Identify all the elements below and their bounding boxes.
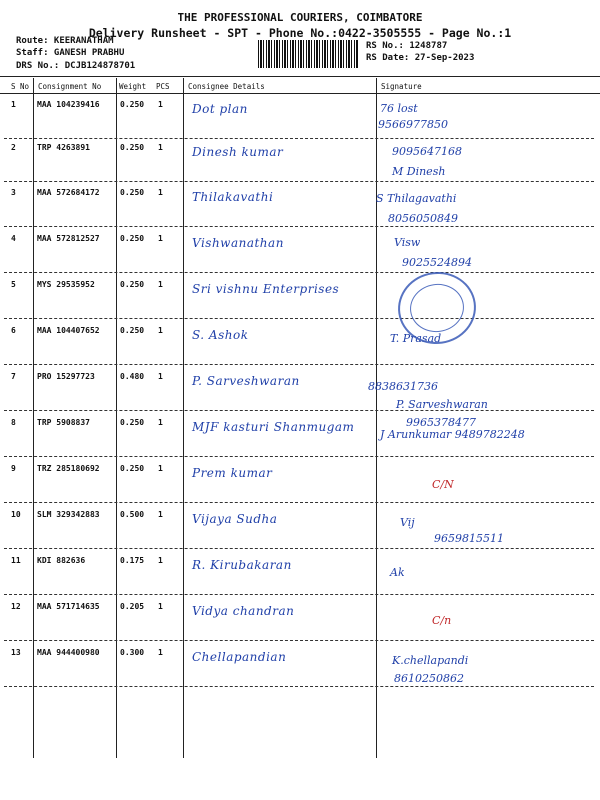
row-separator bbox=[4, 548, 594, 549]
row-sno: 5 bbox=[11, 280, 16, 289]
row-signature-text: 9659815511 bbox=[434, 532, 504, 545]
row-consignee-handwriting: R. Kirubakaran bbox=[192, 558, 292, 572]
row-separator bbox=[4, 318, 594, 319]
row-consignment-no: TRP 5908837 bbox=[37, 418, 90, 427]
row-separator bbox=[4, 410, 594, 411]
row-sno: 12 bbox=[11, 602, 21, 611]
row-consignee-handwriting: Sri vishnu Enterprises bbox=[192, 282, 340, 296]
row-sno: 4 bbox=[11, 234, 16, 243]
row-consignee-handwriting: P. Sarveshwaran bbox=[192, 374, 300, 388]
barcode bbox=[258, 40, 358, 68]
row-pcs: 1 bbox=[158, 464, 163, 473]
col-divider bbox=[183, 78, 184, 758]
row-consignee-handwriting: Dot plan bbox=[192, 102, 248, 116]
row-signature-text: 76 lost bbox=[380, 102, 418, 115]
row-separator bbox=[4, 226, 594, 227]
row-weight: 0.500 bbox=[120, 510, 145, 519]
row-sno: 8 bbox=[11, 418, 16, 427]
row-consignee-handwriting: Prem kumar bbox=[192, 466, 273, 480]
row-sno: 2 bbox=[11, 143, 16, 152]
row-signature-text: T. Prasad bbox=[390, 332, 442, 345]
runsheet-title: Delivery Runsheet - SPT - Phone No.:0422-3505555 - Page No.:1 bbox=[88, 26, 512, 40]
row-weight: 0.250 bbox=[120, 464, 145, 473]
row-weight: 0.250 bbox=[120, 100, 145, 109]
row-separator bbox=[4, 640, 594, 641]
table-top-rule bbox=[0, 76, 600, 77]
row-consignment-no: MAA 572684172 bbox=[37, 188, 100, 197]
row-weight: 0.250 bbox=[120, 234, 145, 243]
row-signature-text: 9566977850 bbox=[378, 118, 448, 131]
row-consignee-handwriting: Dinesh kumar bbox=[192, 145, 284, 159]
row-sno: 9 bbox=[11, 464, 16, 473]
row-consignment-no: MAA 944400980 bbox=[37, 648, 100, 657]
row-consignee-handwriting: Vishwanathan bbox=[192, 236, 284, 250]
row-pcs: 1 bbox=[158, 234, 163, 243]
row-consignee-handwriting: S. Ashok bbox=[192, 328, 249, 342]
row-separator bbox=[4, 138, 594, 139]
row-consignment-no: SLM 329342883 bbox=[37, 510, 100, 519]
row-signature-text: 8838631736 bbox=[368, 380, 438, 393]
row-signature-text: C/n bbox=[432, 614, 452, 627]
row-separator bbox=[4, 272, 594, 273]
row-consignment-no: MYS 29535952 bbox=[37, 280, 95, 289]
row-weight: 0.480 bbox=[120, 372, 145, 381]
row-signature-text: Visw bbox=[394, 236, 421, 249]
row-consignment-no: TRZ 285180692 bbox=[37, 464, 100, 473]
row-sno: 13 bbox=[11, 648, 21, 657]
row-weight: 0.175 bbox=[120, 556, 145, 565]
row-pcs: 1 bbox=[158, 648, 163, 657]
col-header-weight: Weight bbox=[119, 82, 147, 91]
row-separator bbox=[4, 594, 594, 595]
row-sno: 10 bbox=[11, 510, 21, 519]
col-divider bbox=[376, 78, 377, 758]
row-consignee-handwriting: Vijaya Sudha bbox=[192, 512, 278, 526]
row-signature-text: M Dinesh bbox=[392, 165, 446, 178]
row-weight: 0.300 bbox=[120, 648, 145, 657]
row-signature-text: 9965378477 bbox=[406, 416, 476, 429]
row-separator bbox=[4, 502, 594, 503]
row-sno: 3 bbox=[11, 188, 16, 197]
row-sno: 1 bbox=[11, 100, 16, 109]
row-consignee-handwriting: Vidya chandran bbox=[192, 604, 295, 618]
rs-date: RS Date: 27-Sep-2023 bbox=[366, 53, 475, 63]
col-header-pcs: PCS bbox=[156, 82, 170, 91]
row-pcs: 1 bbox=[158, 510, 163, 519]
row-consignment-no: MAA 104239416 bbox=[37, 100, 100, 109]
row-pcs: 1 bbox=[158, 100, 163, 109]
row-consignment-no: MAA 571714635 bbox=[37, 602, 100, 611]
row-consignment-no: MAA 104407652 bbox=[37, 326, 100, 335]
row-pcs: 1 bbox=[158, 143, 163, 152]
row-signature-text: K.chellapandi bbox=[392, 654, 469, 667]
row-signature-text: 9025524894 bbox=[402, 256, 472, 269]
drs-number: DRS No.: DCJB124878701 bbox=[16, 61, 136, 71]
row-separator bbox=[4, 364, 594, 365]
row-weight: 0.250 bbox=[120, 418, 145, 427]
row-signature-text: 8056050849 bbox=[388, 212, 458, 225]
row-signature-text: Vij bbox=[400, 516, 415, 529]
company-title: THE PROFESSIONAL COURIERS, COIMBATORE bbox=[177, 11, 423, 24]
rs-number: RS No.: 1248787 bbox=[366, 41, 448, 51]
row-weight: 0.250 bbox=[120, 188, 145, 197]
row-sno: 11 bbox=[11, 556, 21, 565]
row-pcs: 1 bbox=[158, 418, 163, 427]
staff-label: Staff: GANESH PRABHU bbox=[16, 48, 125, 58]
row-pcs: 1 bbox=[158, 556, 163, 565]
row-consignee-handwriting: Thilakavathi bbox=[192, 190, 274, 204]
col-header-signature: Signature bbox=[381, 82, 422, 91]
row-signature-text: Ak bbox=[390, 566, 405, 579]
col-header-consignee: Consignee Details bbox=[188, 82, 265, 91]
row-weight: 0.250 bbox=[120, 280, 145, 289]
row-signature-text: 9095647168 bbox=[392, 145, 462, 158]
row-separator bbox=[4, 456, 594, 457]
row-pcs: 1 bbox=[158, 188, 163, 197]
row-weight: 0.205 bbox=[120, 602, 145, 611]
row-signature-text: J Arunkumar 9489782248 bbox=[380, 428, 525, 441]
col-header-sno: S No bbox=[11, 82, 30, 91]
col-header-consignment: Consignment No bbox=[38, 82, 102, 91]
row-pcs: 1 bbox=[158, 372, 163, 381]
row-consignment-no: PRO 15297723 bbox=[37, 372, 95, 381]
row-pcs: 1 bbox=[158, 602, 163, 611]
row-signature-text: 8610250862 bbox=[394, 672, 464, 685]
row-signature-text: C/N bbox=[432, 478, 454, 491]
row-consignment-no: MAA 572812527 bbox=[37, 234, 100, 243]
row-sno: 6 bbox=[11, 326, 16, 335]
row-separator bbox=[4, 181, 594, 182]
row-consignment-no: TRP 4263891 bbox=[37, 143, 90, 152]
col-divider bbox=[116, 78, 117, 758]
header-bottom-rule bbox=[0, 93, 600, 94]
row-weight: 0.250 bbox=[120, 143, 145, 152]
col-divider bbox=[33, 78, 34, 758]
row-signature-text: S Thilagavathi bbox=[376, 192, 457, 205]
row-separator bbox=[4, 686, 594, 687]
row-pcs: 1 bbox=[158, 326, 163, 335]
row-sno: 7 bbox=[11, 372, 16, 381]
route-label: Route: KEERANATHAM bbox=[16, 36, 114, 46]
row-weight: 0.250 bbox=[120, 326, 145, 335]
row-signature-text: P. Sarveshwaran bbox=[396, 398, 488, 411]
row-pcs: 1 bbox=[158, 280, 163, 289]
row-consignee-handwriting: Chellapandian bbox=[192, 650, 287, 664]
row-consignee-handwriting: MJF kasturi Shanmugam bbox=[192, 420, 355, 434]
row-consignment-no: KDI 882636 bbox=[37, 556, 86, 565]
